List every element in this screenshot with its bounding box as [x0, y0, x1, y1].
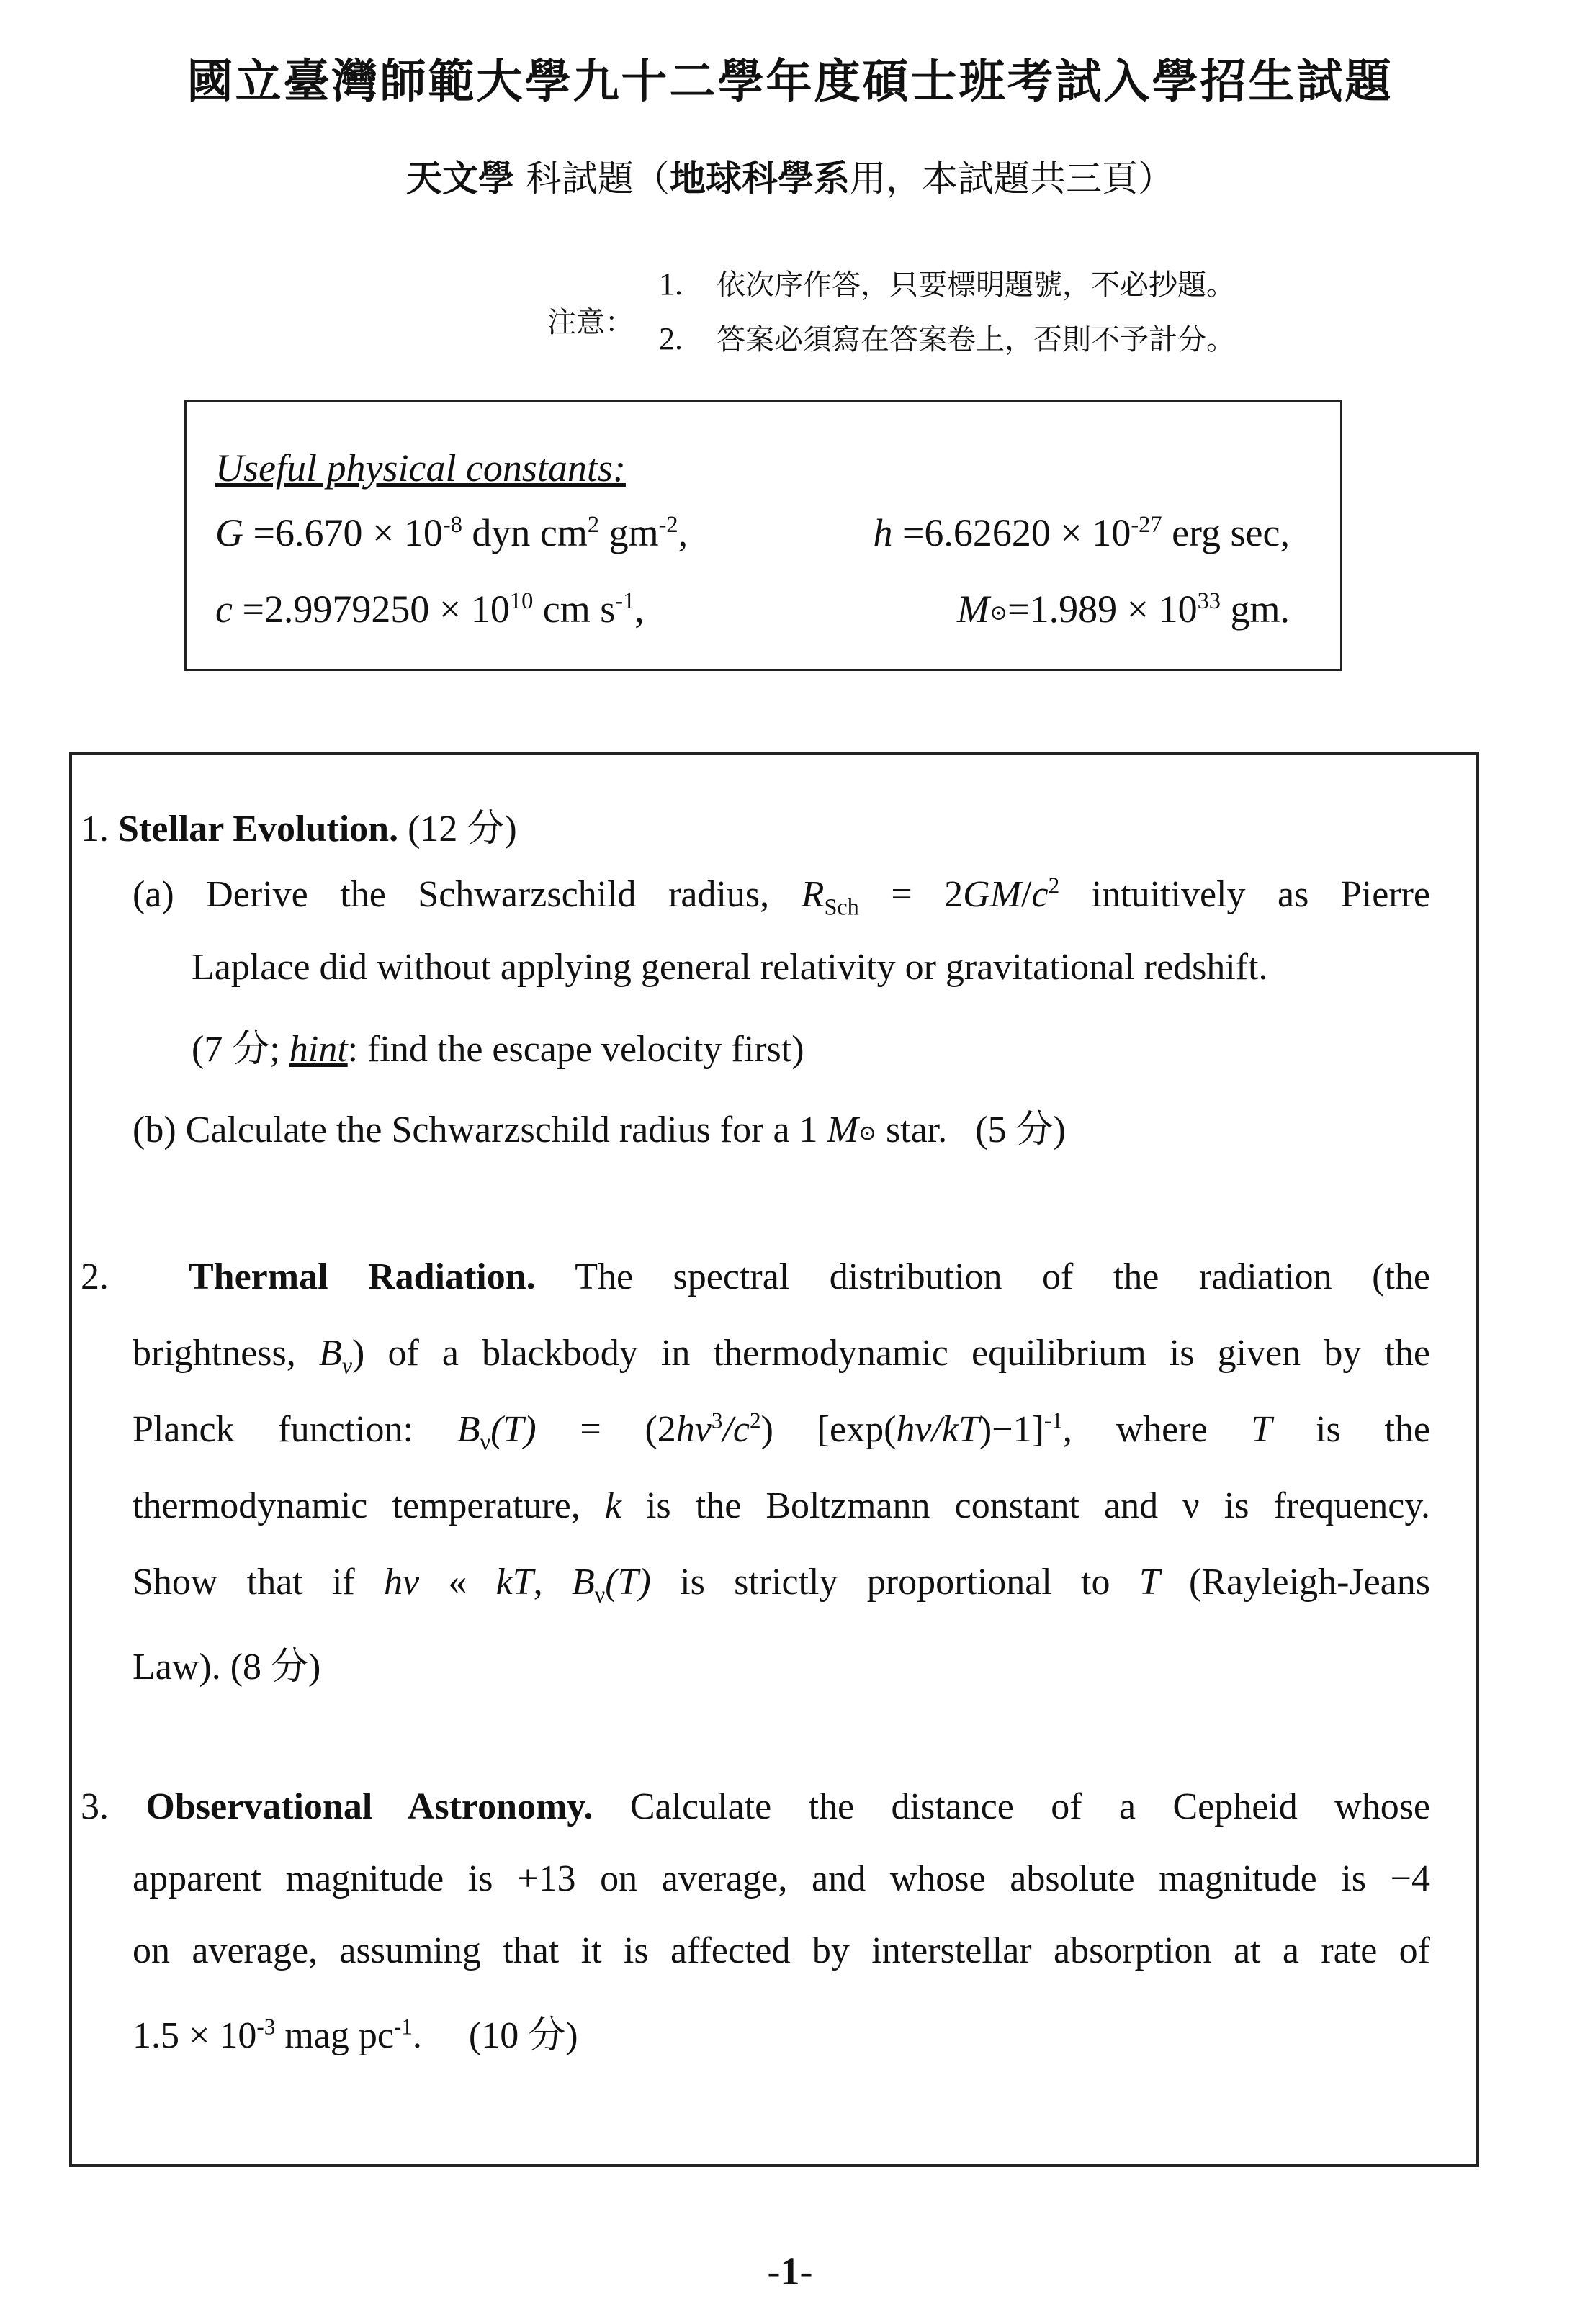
q1-number: 1.: [81, 809, 109, 850]
subject-label: 科試題（: [525, 158, 670, 199]
questions-box: [69, 752, 1479, 2167]
exam-title: 國立臺灣師範大學九十二學年度碩士班考試入學招生試題: [187, 55, 1393, 109]
q3-line4: $1.5 \times 10^{-3}$ mag $pc^{-1}$. (10 分): [133, 2014, 578, 2056]
q1-title: Stellar Evolution.: [118, 809, 399, 850]
constant-speed-of-light: $c =2.9979250 \times 10^{10}$ cm $s^{-1}$,: [215, 587, 645, 631]
note-text: 答案必須寫在答案卷上，否則不予計分。: [717, 323, 1235, 356]
q1a-line3: (7 分; hint: find the escape velocity first): [192, 1029, 804, 1070]
note-number: 1.: [659, 266, 683, 302]
note-item: [659, 317, 1235, 358]
q3-number: 3.: [81, 1786, 109, 1827]
note-item: [659, 262, 1235, 303]
notes-label: 注意：: [547, 306, 634, 339]
q3-line2: apparent magnitude is +13 on average, and whose absolute magnitude is −4: [133, 1858, 1430, 1899]
q1a-line2: Laplace did without applying general relativity or gravitational redshift.: [192, 947, 1268, 988]
sun-symbol-icon: ⊙: [858, 1121, 877, 1145]
q1a-line1: (a) Derive the Schwarzschild radius, $R_{Sch} = 2GM/c^2$ intuitively as Pierre: [133, 873, 1430, 920]
sun-symbol-icon: ⊙: [989, 601, 1008, 626]
q2-line2: brightness, $B_\nu$) of a blackbody in thermodynamic equilibrium is given by the: [133, 1333, 1431, 1379]
exam-subtitle: [0, 150, 1580, 202]
subject-note: 用，本試題共三頁）: [849, 158, 1174, 199]
q3-line1: 3. Observational Astronomy. Calculate the distance of a Cepheid whose: [81, 1786, 1431, 1827]
constant-planck: $h =6.62620 \times 10^{-27}$ erg sec,: [873, 511, 1290, 554]
q2-title: Thermal Radiation.: [189, 1256, 536, 1297]
q3-title: Observational Astronomy.: [145, 1786, 593, 1827]
q2-line3: Planck function: $B_\nu(T) = (2h\nu^3/c^2)$ $[\exp(h\nu/kT)-1]^{-1}$, where T is the: [133, 1408, 1431, 1455]
q2-line1: 2. Thermal Radiation. The spectral distribution of the radiation (the: [81, 1256, 1431, 1297]
note-text: 依次序作答，只要標明題號，不必抄題。: [717, 269, 1235, 302]
department-name: 地球科學系: [669, 157, 850, 199]
q2-line4: thermodynamic temperature, k is the Boltzmann constant and ν is frequency.: [133, 1485, 1431, 1526]
q2-number: 2.: [81, 1256, 109, 1297]
q1-heading: [81, 798, 517, 852]
note-number: 2.: [659, 321, 683, 356]
hint-label: hint: [289, 1029, 348, 1070]
q1-points: (12 分): [408, 809, 517, 850]
q1b-line: (b) Calculate the Schwarzschild radius for a 1 M⊙ star. (5 分): [133, 1109, 1066, 1150]
subject-name: 天文學: [406, 157, 515, 199]
constants-box: [184, 400, 1342, 671]
q2-line6: Law). (8 分): [133, 1647, 321, 1688]
q3-line3: on average, assuming that it is affected by interstellar absorption at a rate of: [133, 1930, 1430, 1971]
constant-solar-mass: M⊙=1.989 × $10^{33}$ gm.: [957, 587, 1290, 631]
constant-gravitational: $G =6.670 \times 10^{-8}$ dyn $cm^2$ $gm^{-2}$,: [215, 511, 688, 554]
constants-heading: Useful physical constants:: [215, 446, 626, 490]
q2-line5: Show that if hν « kT, $B_\nu(T)$ is strictly proportional to T (Rayleigh-Jeans: [133, 1562, 1431, 1608]
page-number: -1-: [767, 2250, 813, 2293]
